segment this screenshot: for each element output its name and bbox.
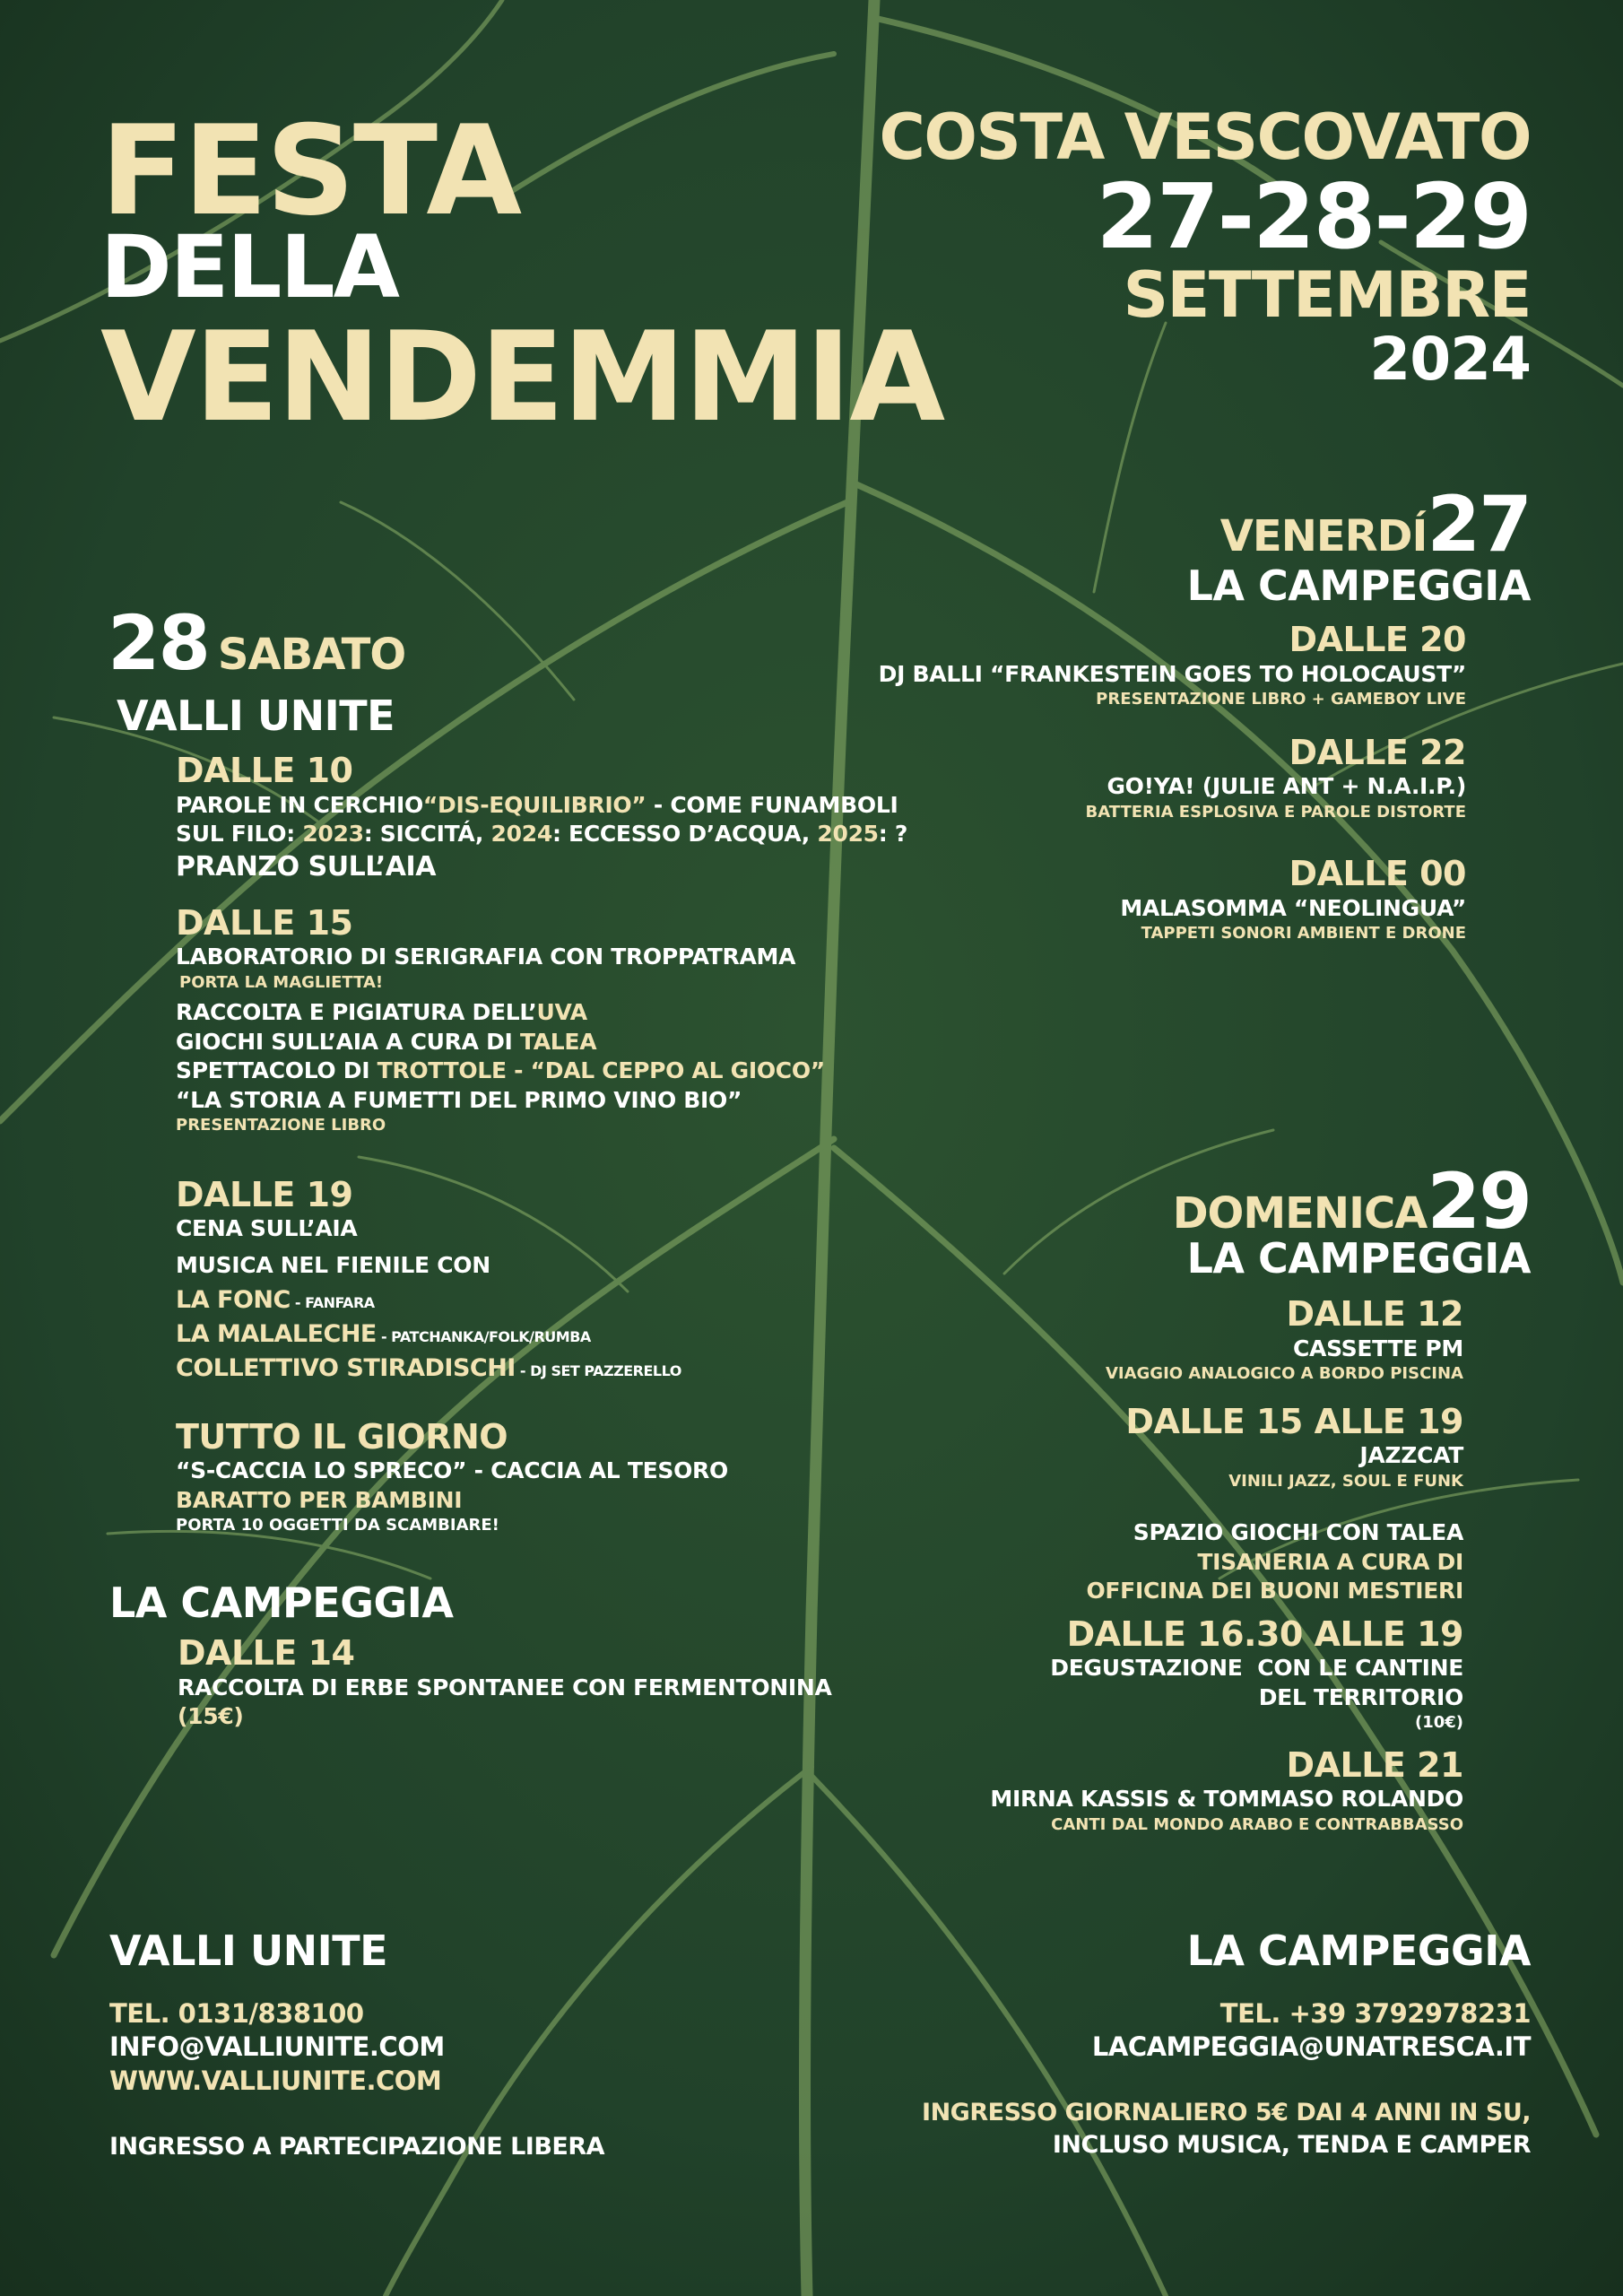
event-time: DALLE 16.30 ALLE 19 (1066, 1613, 1463, 1654)
date-block (813, 100, 1531, 394)
event-subtitle: PRESENTAZIONE LIBRO + GAMEBOY LIVE (1096, 690, 1466, 709)
event-line: TISANERIA A CURA DI (1197, 1548, 1463, 1575)
footer-phone[interactable]: TEL. 0131/838100 (109, 1997, 364, 2029)
event-time: DALLE 22 (1289, 732, 1466, 772)
text: RACCOLTA E PIGIATURA DELL’ (176, 999, 537, 1026)
saturday-second-venue: LA CAMPEGGIA (109, 1578, 454, 1627)
event-subtitle: VIAGGIO ANALOGICO A BORDO PISCINA (1105, 1364, 1463, 1384)
text: : ? (878, 821, 908, 848)
event-line: BARATTO PER BAMBINI (176, 1486, 463, 1513)
event-line: CENA SULL’AIA (176, 1215, 358, 1242)
event-line: OFFICINA DEI BUONI MESTIERI (1086, 1578, 1463, 1605)
sunday-heading (1173, 1157, 1531, 1247)
title-vendemmia: VENDEMMIA (100, 305, 944, 449)
sunday-day-number: 29 (1427, 1157, 1531, 1247)
event-note: PORTA 10 OGGETTI DA SCAMBIARE! (176, 1516, 499, 1535)
saturday-heading (108, 599, 405, 687)
event-price: (15€) (178, 1703, 244, 1730)
saturday-venue: VALLI UNITE (117, 691, 395, 740)
event-time: DALLE 14 (178, 1633, 355, 1673)
highlight: 2023 (302, 821, 364, 848)
footer-website[interactable]: WWW.VALLIUNITE.COM (109, 2065, 442, 2096)
band-name: COLLETTIVO STIRADISCHI (176, 1353, 516, 1382)
event-note: PORTA LA MAGLIETTA! (179, 972, 384, 992)
event-time: DALLE 20 (1289, 620, 1466, 659)
highlight: TROTTOLE - “DAL CEPPO AL GIOCO” (377, 1057, 825, 1084)
event-subtitle: BATTERIA ESPLOSIVA E PAROLE DISTORTE (1085, 802, 1466, 822)
event-title: MIRNA KASSIS & TOMMASO ROLANDO (990, 1786, 1463, 1813)
event-subtitle: TAPPETI SONORI AMBIENT E DRONE (1141, 924, 1466, 944)
friday-heading (1220, 480, 1531, 570)
band-genre: - DJ SET PAZZERELLO (515, 1361, 681, 1379)
event-line (176, 1028, 857, 1057)
footer-venue-name: VALLI UNITE (109, 1926, 388, 1975)
footer-la-campeggia (724, 1928, 1531, 2162)
highlight: 2024 (490, 821, 552, 848)
text: - COME FUNAMBOLI (646, 791, 898, 818)
event-time: DALLE 12 (1286, 1294, 1463, 1334)
event-line: SPAZIO GIOCHI CON TALEA (1133, 1519, 1463, 1546)
friday-weekday: VENERDÍ (1219, 511, 1428, 561)
festival-year: 2024 (1369, 325, 1531, 394)
text: GIOCHI SULL’AIA A CURA DI (176, 1028, 520, 1055)
footer-note: INCLUSO MUSICA, TENDA E CAMPER (1052, 2131, 1531, 2160)
text: PAROLE IN CERCHIO (176, 791, 423, 818)
event-title: MALASOMMA “NEOLINGUA” (1120, 894, 1466, 921)
sunday-venue: LA CAMPEGGIA (1186, 1234, 1531, 1283)
event-line: LABORATORIO DI SERIGRAFIA CON TROPPATRAMA (176, 944, 796, 970)
event-line (176, 998, 857, 1028)
friday-venue: LA CAMPEGGIA (1186, 561, 1531, 610)
band-name: LA MALALECHE (176, 1320, 377, 1349)
band-name: LA FONC (176, 1286, 291, 1315)
sunday-weekday: DOMENICA (1172, 1188, 1428, 1239)
event-line: “LA STORIA A FUMETTI DEL PRIMO VINO BIO” (176, 1086, 742, 1113)
event-time: DALLE 15 (176, 902, 353, 943)
event-title: DJ BALLI “FRANKESTEIN GOES TO HOLOCAUST” (878, 660, 1466, 687)
event-line (176, 1057, 857, 1086)
footer-phone[interactable]: TEL. +39 3792978231 (1219, 1997, 1531, 2029)
event-subtitle: CANTI DAL MONDO ARABO E CONTRABBASSO (1051, 1814, 1463, 1834)
event-title: CASSETTE PM (1292, 1335, 1463, 1361)
event-line: MUSICA NEL FIENILE CON (176, 1251, 490, 1278)
title-della: DELLA (100, 217, 398, 317)
footer-email[interactable]: INFO@VALLIUNITE.COM (109, 2031, 445, 2063)
event-time: DALLE 19 (176, 1174, 353, 1214)
footer-email[interactable]: LACAMPEGGIA@UNATRESCA.IT (1091, 2031, 1531, 2063)
friday-day-number: 27 (1427, 480, 1531, 570)
event-line: DEL TERRITORIO (1258, 1683, 1463, 1710)
event-line: DEGUSTAZIONE CON LE CANTINE (1050, 1655, 1463, 1682)
event-note: PRESENTAZIONE LIBRO (176, 1116, 386, 1135)
text: SUL FILO: (176, 821, 303, 848)
event-title: JAZZCAT (1359, 1442, 1463, 1469)
event-time: DALLE 15 ALLE 19 (1125, 1401, 1463, 1441)
saturday-day-number: 28 (108, 599, 209, 687)
saturday-weekday: SABATO (217, 630, 406, 680)
event-title: GO!YA! (JULIE ANT + N.A.I.P.) (1107, 773, 1466, 800)
festival-month: SETTEMBRE (1123, 258, 1531, 332)
highlight: UVA (536, 999, 587, 1026)
event-line: “S-CACCIA LO SPRECO” - CACCIA AL TESORO (176, 1457, 728, 1484)
text: : SICCITÁ, (363, 821, 491, 848)
band-genre: - FANFARA (290, 1294, 375, 1312)
text: : ECCESSO D’ACQUA, (551, 821, 818, 848)
footer-venue-name: LA CAMPEGGIA (1186, 1926, 1531, 1975)
footer-note: INGRESSO GIORNALIERO 5€ DAI 4 ANNI IN SU, (922, 2098, 1531, 2126)
band-genre: - PATCHANKA/FOLK/RUMBA (376, 1328, 591, 1346)
place-name: COSTA VESCOVATO (879, 100, 1531, 174)
text: SPETTACOLO DI (176, 1057, 378, 1084)
event-time: DALLE 10 (176, 751, 353, 790)
event-subtitle: VINILI JAZZ, SOUL E FUNK (1228, 1471, 1463, 1491)
highlight: TALEA (519, 1028, 597, 1055)
event-price: (10€) (1414, 1713, 1463, 1733)
event-line: RACCOLTA DI ERBE SPONTANEE CON FERMENTONINA (178, 1674, 832, 1700)
event-line: PRANZO SULL’AIA (176, 850, 436, 883)
event-line (176, 791, 898, 821)
highlight: “DIS-EQUILIBRIO” (422, 791, 647, 818)
highlight: 2025 (817, 821, 879, 848)
event-time: DALLE 00 (1289, 854, 1466, 894)
event-time: TUTTO IL GIORNO (176, 1416, 508, 1457)
festival-days: 27-28-29 (1096, 164, 1531, 269)
event-line (176, 820, 908, 849)
footer-note: INGRESSO A PARTECIPAZIONE LIBERA (109, 2132, 605, 2161)
event-time: DALLE 21 (1286, 1744, 1463, 1785)
sunday-events (656, 1295, 1463, 1835)
title-festa: FESTA (100, 99, 521, 243)
footer-valli-unite (109, 1928, 737, 2162)
